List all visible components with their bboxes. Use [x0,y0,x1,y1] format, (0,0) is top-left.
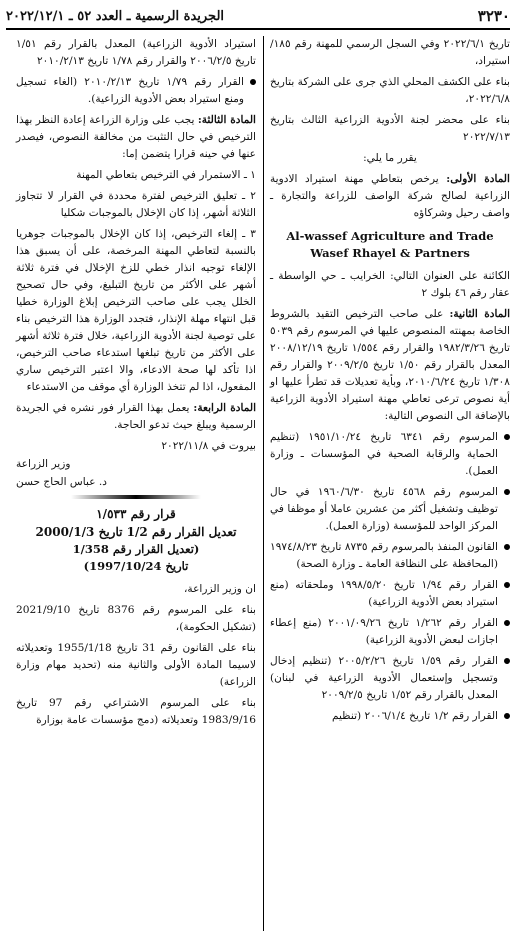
article-text: على صاحب الترخيص التقيد بالشروط الخاصة بمهنته المنصوص عليها في المرسوم رقم ٥٠٣٩ تاريخ ١٩٨٢/٣/٢٦ والقرار رقم ١/٥٥٤ تاريخ ٢٠٠٨/١٢/١٩ المعدل بالقرار رقم ١/٥٠ تاريخ ٢٠٠٩/٢/٥ والقرار رقم ١/٣٠٨ تاريخ ٢٠١٠/٦/٢٤، وبأية تعديلات قد تطرأ عليها او أية نصوص ترعى تعاطي مهنة استيراد الأدوية الزراعية بالإضافة الى النصوص التالية: [270,308,510,422]
recital: بناء على الكشف المحلي الذي جرى على الشركة بتاريخ ٢٠٢٢/٦/٨، [270,76,510,105]
right-column [263,36,510,931]
paragraph: استيراد الأدوية الزراعية) المعدل بالقرار رقم ١/٥١ تاريخ ٢٠٠٦/٢/٥ والقرار رقم ١/٧٨ تاريخ ٢٠١٠/٢/١٣ [16,38,256,67]
page-header [6,4,510,30]
article-2 [270,306,510,425]
decision-title: تعديل القرار رقم 1/2 تاريخ 2000/1/3 [35,525,237,539]
recital: بناء على محضر لجنة الأدوية الزراعية الثالث بتاريخ ٢٠٢٢/٧/١٣ [270,114,510,143]
article-label: المادة الرابعة: [193,402,257,414]
option-item: ١ ـ الاستمرار في الترخيص بتعاطي المهنة [76,169,256,181]
decision-number: قرار رقم ١/٥٣٣ [96,507,176,521]
left-column [16,36,263,931]
list-item: القرار رقم ١/٩٤ تاريخ ١٩٩٨/٥/٢٠ وملحقاته (منع استيراد بعض الأدوية الزراعية) [270,577,510,611]
article-label: المادة الأولى: [446,173,510,185]
decide-line: يقرر ما يلي: [363,152,417,164]
article-4 [16,400,256,434]
recital: بناء على القانون رقم 31 تاريخ 1955/1/18 وتعديلاته لاسيما المادة الأولى والثانية منه (تحديد مهام وزارة الزراعة) [16,642,256,688]
recital: بناء على المرسوم الاشتراعي رقم 97 تاريخ 1983/9/16 وتعديلاته (دمج مؤسسات عامة بوزارة [16,697,256,726]
list-item: المرسوم رقم ٤٥٦٨ تاريخ ١٩٦٠/٦/٣٠ في حال توظيف وتشغيل أكثر من عشرين عاملا أو موظفا في المركز الواحد للمؤسسة (وزارة العمل). [270,484,510,535]
list-item: القرار رقم ١/٧٩ تاريخ ٢٠١٠/٢/١٣ (الغاء تسجيل ومنع استيراد بعض الأدوية الزراعية). [16,74,256,108]
article-1 [270,171,510,222]
list-item: القانون المنفذ بالمرسوم رقم ٨٧٣٥ تاريخ ١٩٧٤/٨/٢٣ (المحافظة على النظافة العامة ـ وزارة الصحة) [270,539,510,573]
list-item: القرار رقم ١/٢ تاريخ ٢٠٠٦/١/٤ (تنظيم [270,708,510,725]
article-3 [16,112,256,163]
recital: تاريخ ٢٠٢٢/٦/١ وفي السجل الرسمي للمهنة رقم ١٨٥/استيراد، [270,38,510,67]
article-label: المادة الثانية: [449,308,511,320]
article-text: يعمل بهذا القرار فور نشره في الجريدة الرسمية ويبلغ حيث تدعو الحاجة. [16,402,256,431]
decision-date: تاريخ 1997/10/24) [83,559,189,573]
article-label: المادة الثالثة: [197,114,257,126]
section-divider [16,495,256,499]
article-text: يرخص بتعاطي مهنة استيراد الادوية الزراعية لصالح شركة الواصف للزراعة والتجارة ـ واصف رحيل وشركاؤه [270,173,510,219]
page-number: ٣٢٣٠ [477,7,510,25]
article-text: يجب على وزارة الزراعة إعادة النظر بهذا الترخيص في حال التثبت من مخالفة النصوص، فيصدر عنها في حينه قرارا يتضمن إما: [16,114,256,160]
signature-title: وزير الزراعة [16,458,71,470]
decision-subtitle: (تعديل القرار رقم 1/358 [72,542,200,556]
minister-line: ان وزير الزراعة، [184,583,256,595]
option-item: ٢ ـ تعليق الترخيص لفترة محددة في القرار لا تتجاوز الثلاثة أشهر، إذا كان الإخلال بالموجبات شكليا [16,190,256,219]
company-latin-name: Al-wassef Agriculture and Trade Wasef Rhayel & Partners [286,229,494,260]
two-columns [6,36,510,931]
recital: بناء على المرسوم رقم 8376 تاريخ 2021/9/10 (تشكيل الحكومة)، [16,604,256,633]
company-address: الكائنة على العنوان التالي: الخرايب ـ حي الواسطة ـ عقار رقم ٤٦ بلوك ٢ [270,270,510,299]
list-item: المرسوم رقم ٦٣٤١ تاريخ ١٩٥١/١٠/٢٤ (تنظيم الحماية والرقابة الصحية في المؤسسات ـ وزارة العمل). [270,429,510,480]
journal-title: الجريدة الرسمية ـ العدد ٥٢ ـ ٢٠٢٢/١٢/١ [6,8,225,24]
signature-place-date: بيروت في ٢٠٢٢/١١/٨ [161,440,256,452]
signature-name: د. عباس الحاج حسن [16,476,108,488]
list-item: القرار رقم ١/٥٩ تاريخ ٢٠٠٥/٢/٢٦ (تنظيم إدخال وتسجيل وإستعمال الأدوية الزراعية في لبنان) المعدل بالقرار رقم ١/٥٢ تاريخ ٢٠٠٩/٢/٥ [270,653,510,704]
list-item: القرار رقم ١/٢٦٢ تاريخ ٢٠٠١/٠٩/٢٦ (منع إعطاء اجازات لبعض الأدوية الزراعية) [270,615,510,649]
option-item: ٣ ـ إلغاء الترخيص، إذا كان الإخلال بالموجبات جوهريا بالنسبة لتعاطي المهنة المرخصة، على أن يسبق هذا الإلغاء توجيه انذار خطي للزخ الإخلال في فترة ثلاثة أشهر على الأكثر من تاريخ التبليغ، وفي حال تصحيح الخلل يجب على صاحب الترخيص إبلاغ الوزارة خطيا قبل انتهاء مهلة الإنذار، فتجدد الوزارة هذا الترخيص بناء على توصية لجنة الأدوية الزراعية، خلال فترة ثلاثة أشهر على الأكثر من تاريخ تبلغها استدعاء صاحب الترخيص، اذا تأكد لها صحة الادعاء، والا اعتبر الترخيص ساري المفعول، اذا لم تتخذ الوزارة أي موقف من الاستدعاء [16,228,256,393]
